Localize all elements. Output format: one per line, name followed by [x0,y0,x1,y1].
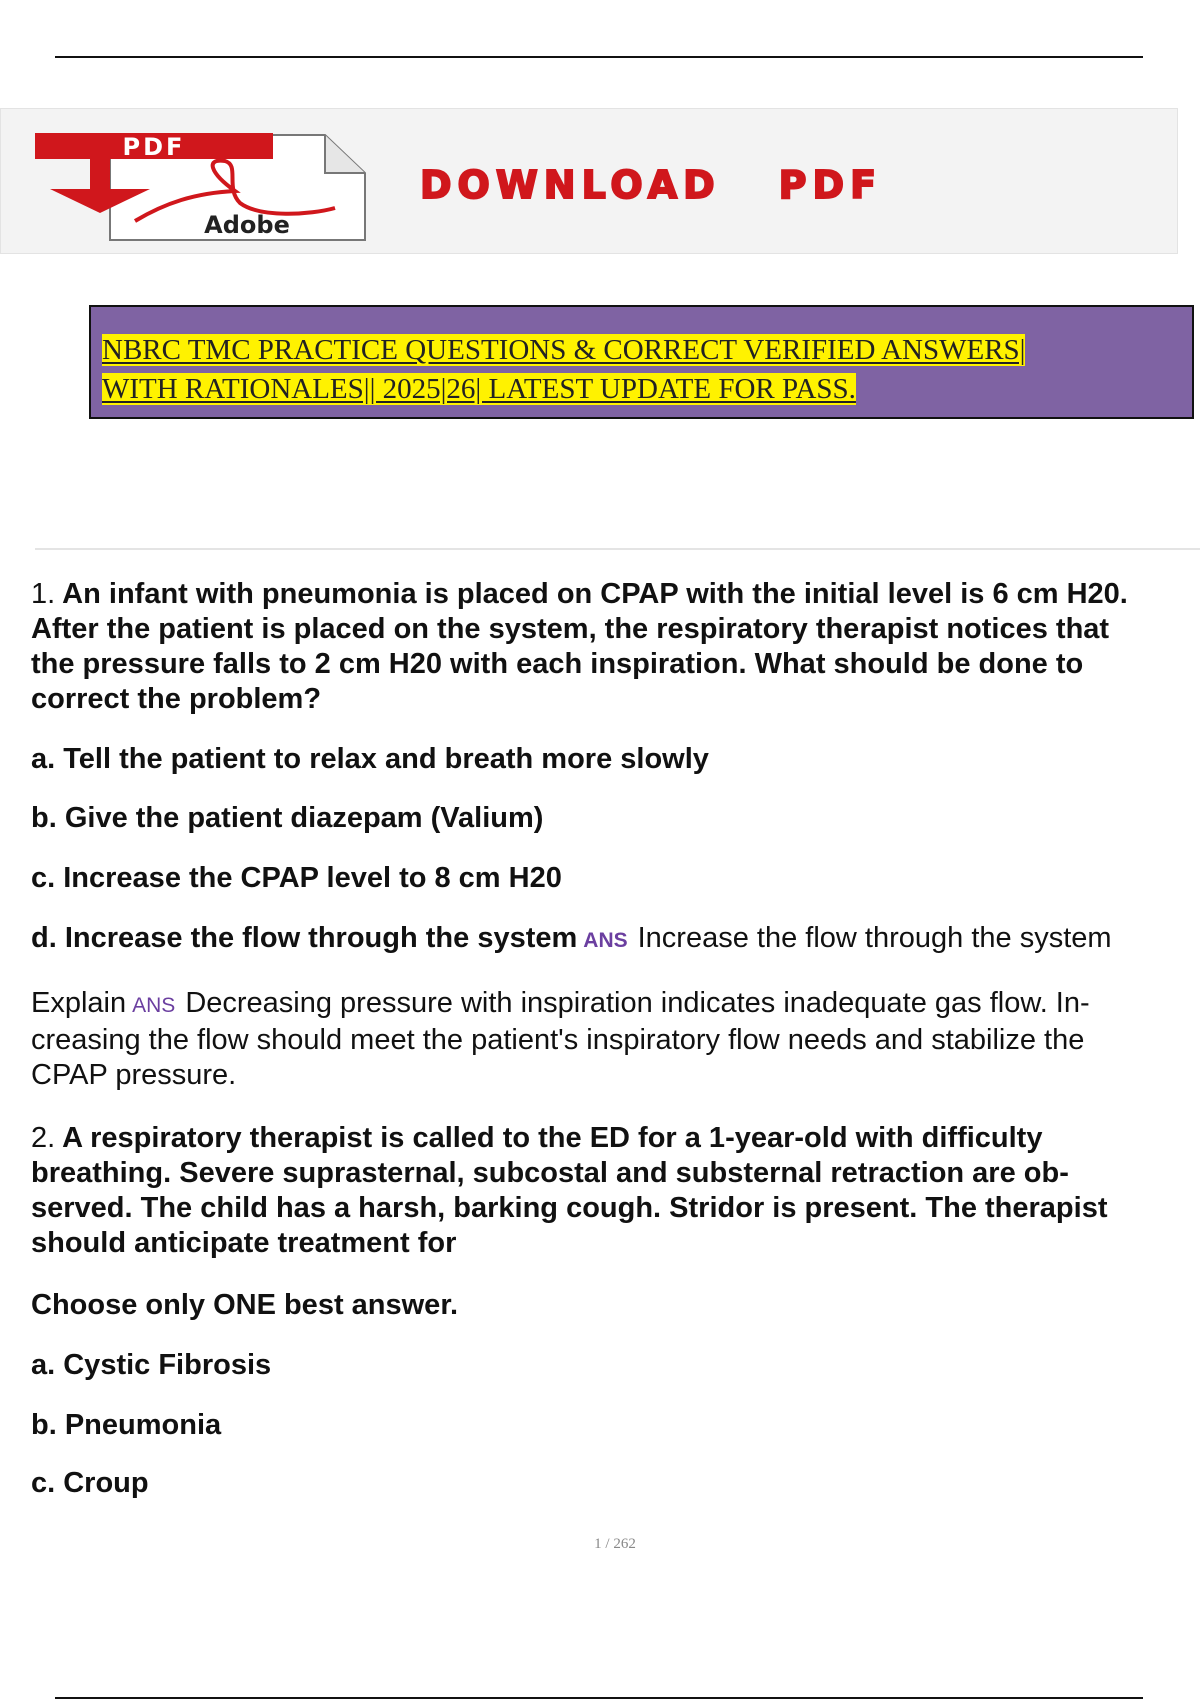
top-rule [55,56,1143,58]
download-word: DOWNLOAD [420,163,721,207]
question-2-line: 2. A respiratory therapist is called to the ED for a 1-year-old with difficulty [31,1122,1043,1154]
pdf-word: PDF [778,163,883,207]
document-title [89,305,1194,419]
adobe-pdf-icon [35,133,405,243]
q2-option-c: c. Croup [31,1467,149,1499]
q1-option-c: c. Increase the CPAP level to 8 cm H20 [31,862,562,894]
question-content [31,577,1200,1501]
question-2-line: should anticipate treatment for [31,1227,457,1259]
ans-label: ANS [583,929,628,952]
q2-option-a: a. Cystic Fibrosis [31,1349,272,1381]
svg-text:Adobe: Adobe [204,211,290,239]
question-1 [31,577,1200,717]
question-2-line: served. The child has a harsh, barking cough. Stridor is present. The therapist [31,1192,1108,1224]
q1-option-d: d. Increase the flow through the system ANS Increase the flow through the system [31,922,1112,954]
q1-option-b: b. Give the patient diazepam (Valium) [31,802,544,834]
page-number: 1 / 262 [594,1536,636,1552]
question-2 [31,1121,1200,1261]
download-pdf-text[interactable] [420,160,1140,210]
svg-text:PDF: PDF [122,133,186,161]
q1-answer: Increase the flow through the system [637,922,1112,954]
explain-label: Explain [31,987,127,1019]
question-2-line: breathing. Severe suprasternal, subcostal and substernal retraction are ob- [31,1157,1069,1189]
question-1-line: the pressure falls to 2 cm H20 with each inspiration. What should be done to [31,648,1084,680]
section-divider [35,548,1200,550]
question-1-line: After the patient is placed on the system, the respiratory therapist notices that [31,613,1110,645]
q2-option-b: b. Pneumonia [31,1409,222,1441]
q2-instruction: Choose only ONE best answer. [31,1289,459,1321]
ans-label: ANS [132,994,176,1017]
bottom-rule [55,1697,1143,1699]
title-line-1: NBRC TMC PRACTICE QUESTIONS & CORRECT VERIFIED ANSWERS| [102,334,1026,366]
q1-explanation: Explain ANS Decreasing pressure with inspiration indicates inadequate gas flow. In- creasing the flow should meet the patient's inspiratory flow needs and stabilize the CPAP pressure. [31,987,1090,1091]
title-line-2: WITH RATIONALES|| 2025|26| LATEST UPDATE FOR PASS. [102,373,856,405]
question-1-line: 1. An infant with pneumonia is placed on CPAP with the initial level is 6 cm H20. [31,578,1128,610]
q1-option-a: a. Tell the patient to relax and breath more slowly [31,743,709,775]
question-1-line: correct the problem? [31,683,322,715]
